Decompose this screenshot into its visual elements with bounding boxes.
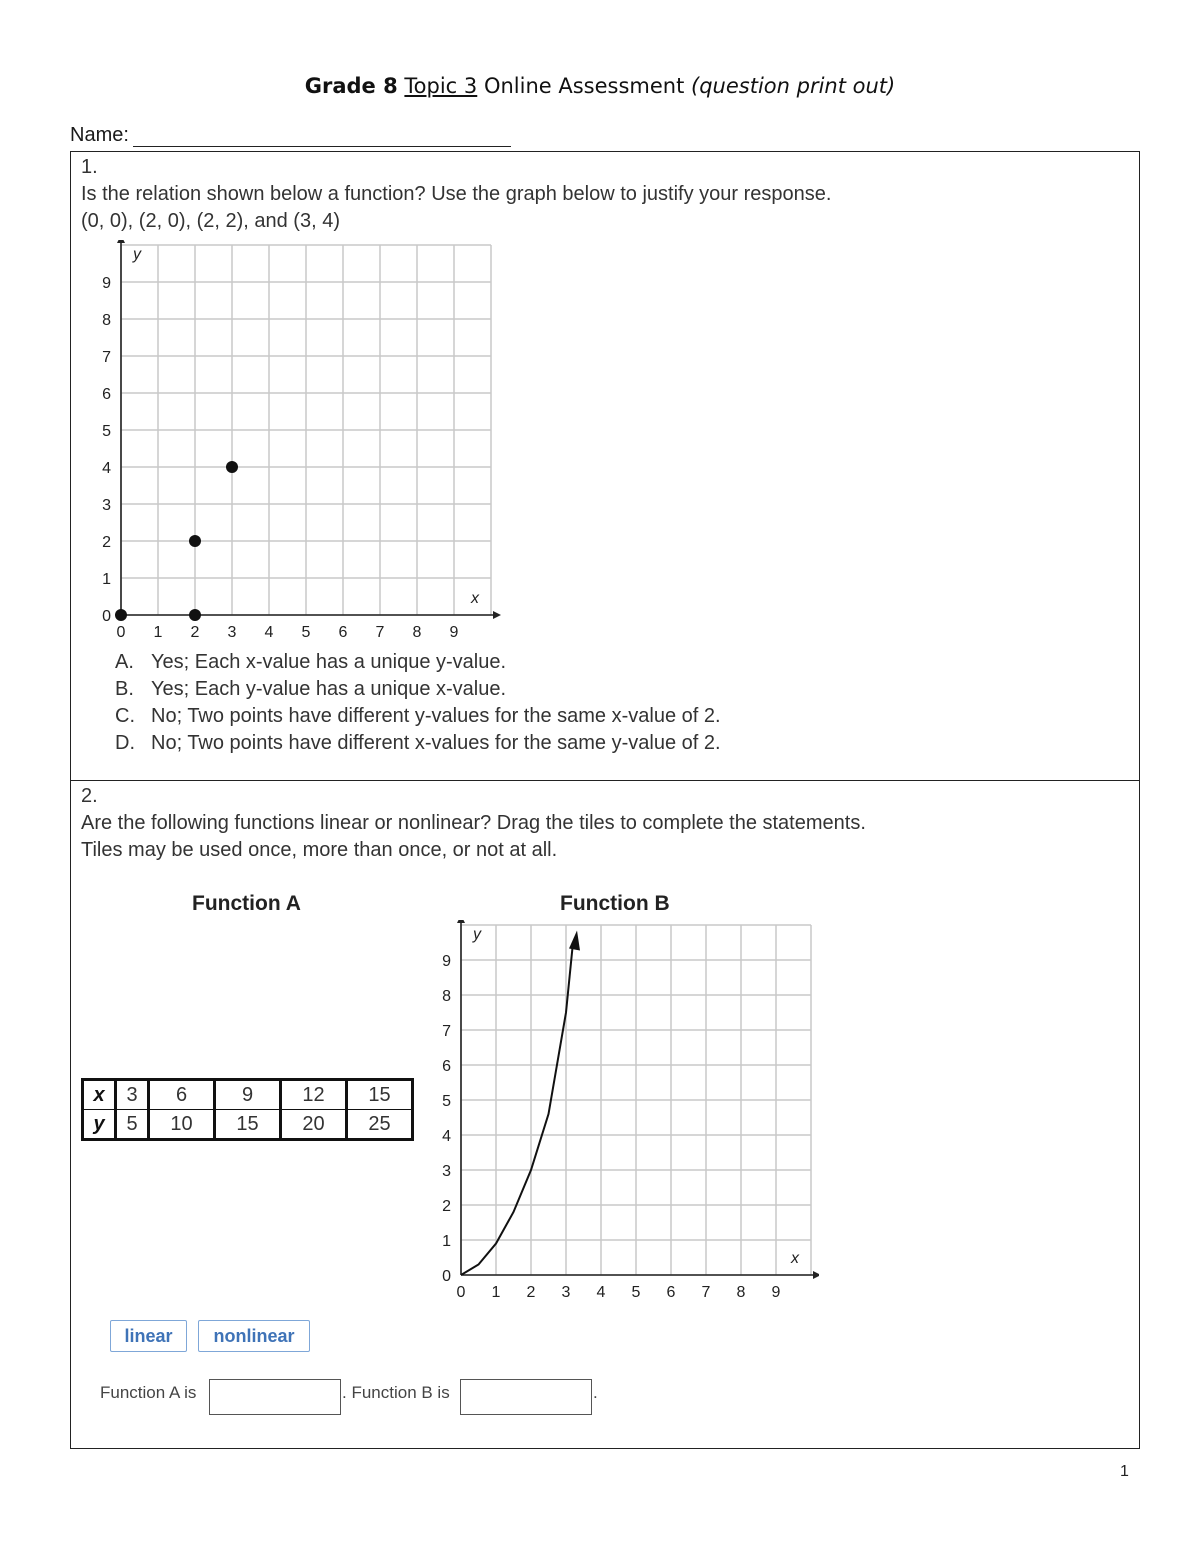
table-row-x [83, 1080, 413, 1110]
y-axis-label: y [133, 246, 141, 263]
x-tick-label: 1 [153, 624, 163, 640]
y-tick-label: 4 [442, 1128, 451, 1145]
x-tick-label: 2 [190, 624, 200, 640]
x-tick-label: 4 [596, 1284, 606, 1301]
option-b[interactable]: B. Yes; Each y-value has a unique x-value. [115, 678, 507, 700]
name-label: Name: [70, 124, 129, 146]
data-point [189, 609, 201, 621]
table-cell: 6 [149, 1080, 215, 1110]
y-tick-label: 8 [102, 312, 111, 329]
y-tick-label: 7 [102, 349, 111, 366]
table-cell: 15 [215, 1110, 281, 1140]
table-cell: 20 [281, 1110, 347, 1140]
y-axis-arrow-icon [117, 240, 125, 243]
y-tick-label: 0 [442, 1268, 451, 1285]
data-point [189, 535, 201, 547]
option-d[interactable]: D. No; Two points have different x-values for the same y-value of 2. [115, 732, 721, 754]
title-note: (question print out) [691, 74, 896, 98]
statement-a-text: Function A is [100, 1383, 197, 1402]
graph-question-1 [81, 240, 521, 640]
x-tick-label: 2 [526, 1284, 536, 1301]
x-tick-label: 8 [412, 624, 422, 640]
y-tick-label: 0 [102, 608, 111, 625]
question-2-number: 2. [81, 785, 98, 807]
y-tick-label: 2 [102, 534, 111, 551]
title-grade: Grade 8 [304, 74, 398, 98]
x-tick-label: 3 [227, 624, 237, 640]
function-b-label: Function B [560, 892, 670, 915]
table-cell: 15 [347, 1080, 413, 1110]
statement-b-text: . Function B is [342, 1383, 450, 1402]
y-tick-label: 9 [442, 953, 451, 970]
x-axis-arrow-icon [813, 1271, 819, 1279]
graph-function-b [439, 920, 819, 1310]
curve-arrow-icon [569, 931, 580, 951]
tile-nonlinear[interactable]: nonlinear [198, 1320, 310, 1352]
x-tick-label: 9 [771, 1284, 781, 1301]
y-tick-label: 6 [102, 386, 111, 403]
page-title [0, 74, 1200, 98]
y-tick-label: 7 [442, 1023, 451, 1040]
question-1-options [115, 649, 721, 757]
y-tick-label: 3 [442, 1163, 451, 1180]
x-tick-label: 0 [456, 1284, 466, 1301]
name-line [70, 124, 511, 147]
x-axis-label: x [471, 590, 479, 607]
y-tick-label: 3 [102, 497, 111, 514]
x-tick-label: 3 [561, 1284, 571, 1301]
y-tick-label: 5 [102, 423, 111, 440]
y-tick-label: 8 [442, 988, 451, 1005]
x-tick-label: 0 [116, 624, 126, 640]
page-number: 1 [1120, 1463, 1129, 1480]
y-tick-label: 6 [442, 1058, 451, 1075]
y-tick-label: 4 [102, 460, 111, 477]
question-2-prompt-line2: Tiles may be used once, more than once, or not at all. [81, 839, 558, 861]
x-axis-arrow-icon [493, 611, 501, 619]
y-tick-label: 1 [442, 1233, 451, 1250]
drop-target-function-a[interactable] [209, 1379, 341, 1415]
question-2-prompt-line1: Are the following functions linear or nonlinear? Drag the tiles to complete the statements. [81, 812, 866, 834]
option-c[interactable]: C. No; Two points have different y-values for the same x-value of 2. [115, 705, 721, 727]
y-tick-label: 9 [102, 275, 111, 292]
question-1-number: 1. [81, 156, 98, 178]
option-a[interactable]: A. Yes; Each x-value has a unique y-value. [115, 651, 507, 673]
x-tick-label: 7 [701, 1284, 711, 1301]
x-tick-label: 5 [301, 624, 311, 640]
function-a-label: Function A [192, 892, 301, 915]
drop-target-function-b[interactable] [460, 1379, 592, 1415]
data-point [226, 461, 238, 473]
question-2-box [70, 780, 1140, 1449]
title-rest: Online Assessment [483, 74, 685, 98]
table-cell: 12 [281, 1080, 347, 1110]
name-blank[interactable] [133, 128, 511, 147]
x-tick-label: 6 [666, 1284, 676, 1301]
function-curve [461, 943, 573, 1276]
table-cell: 10 [149, 1110, 215, 1140]
x-tick-label: 4 [264, 624, 274, 640]
question-1-box [70, 151, 1140, 781]
x-axis-label: x [791, 1250, 799, 1267]
y-tick-label: 5 [442, 1093, 451, 1110]
question-1-prompt: Is the relation shown below a function? Use the graph below to justify your response. [81, 183, 832, 205]
question-1-points: (0, 0), (2, 0), (2, 2), and (3, 4) [81, 210, 340, 232]
table-cell: 5 [116, 1110, 149, 1140]
function-a-table [81, 1078, 414, 1141]
y-axis-arrow-icon [457, 920, 465, 923]
table-header-y: y [83, 1110, 116, 1140]
table-cell: 9 [215, 1080, 281, 1110]
x-tick-label: 9 [449, 624, 459, 640]
data-point [115, 609, 127, 621]
table-row-y [83, 1110, 413, 1140]
table-cell: 3 [116, 1080, 149, 1110]
x-tick-label: 5 [631, 1284, 641, 1301]
y-axis-label: y [473, 926, 481, 943]
y-tick-label: 1 [102, 571, 111, 588]
table-header-x: x [83, 1080, 116, 1110]
tile-linear[interactable]: linear [110, 1320, 187, 1352]
title-topic: Topic 3 [404, 74, 478, 98]
statement-end: . [593, 1383, 598, 1402]
x-tick-label: 1 [491, 1284, 501, 1301]
x-tick-label: 7 [375, 624, 385, 640]
x-tick-label: 8 [736, 1284, 746, 1301]
table-cell: 25 [347, 1110, 413, 1140]
y-tick-label: 2 [442, 1198, 451, 1215]
x-tick-label: 6 [338, 624, 348, 640]
